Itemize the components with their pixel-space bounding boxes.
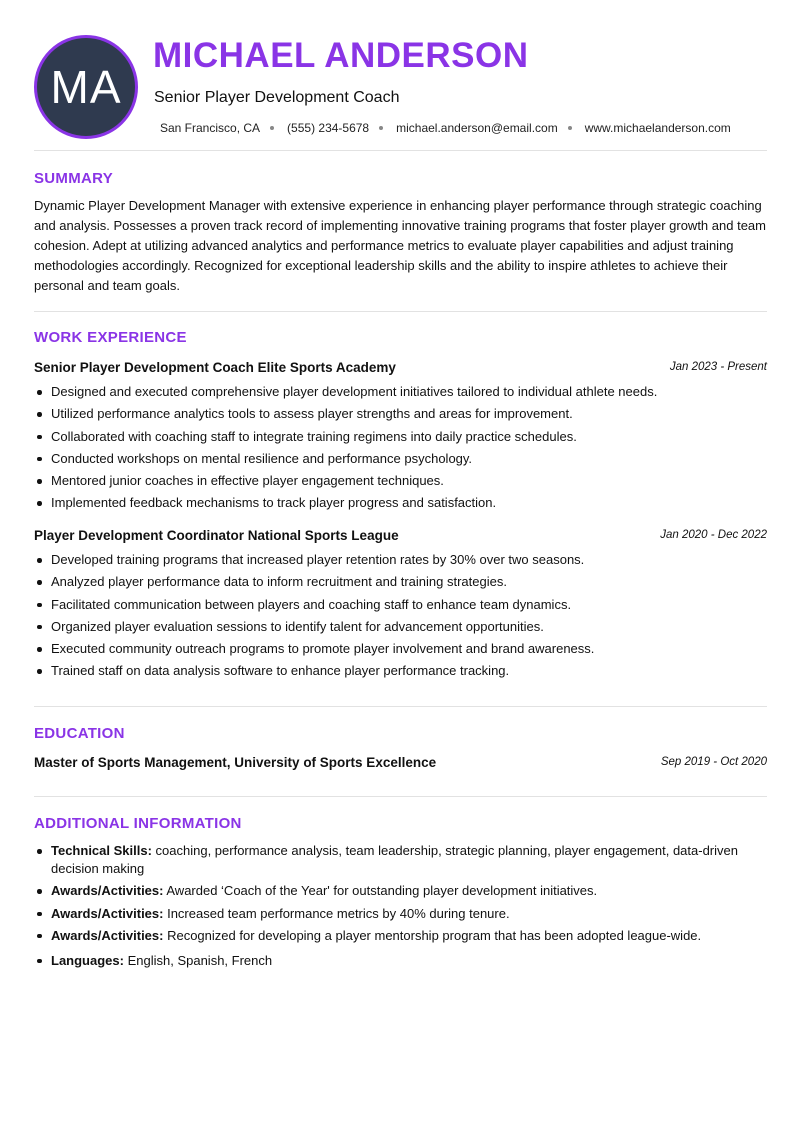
list-item: Conducted workshops on mental resilience and performance psychology.	[34, 450, 767, 468]
item-text: Awarded ‘Coach of the Year' for outstanding player development initiatives.	[163, 883, 598, 899]
contact-location: San Francisco, CA	[160, 121, 261, 135]
contact-phone: (555) 234-5678	[287, 121, 370, 135]
list-item: Organized player evaluation sessions to identify talent for advancement opportunities.	[34, 618, 767, 636]
list-item	[34, 842, 767, 878]
education-entry	[34, 753, 767, 771]
list-item: Executed community outreach programs to promote player involvement and brand awareness.	[34, 640, 767, 658]
work-experience-heading: WORK EXPERIENCE	[34, 329, 187, 346]
education-date: Sep 2019 - Oct 2020	[660, 756, 767, 768]
list-item: Analyzed player performance data to inform recruitment and training strategies.	[34, 573, 767, 591]
list-item: Trained staff on data analysis software to enhance player performance tracking.	[34, 662, 767, 680]
divider	[34, 150, 767, 151]
item-text: coaching, performance analysis, team leadership, strategic planning, player engagement, data-driven decision making	[51, 843, 738, 876]
list-item	[34, 927, 767, 945]
candidate-name: MICHAEL ANDERSON	[153, 36, 529, 75]
additional-info-list	[34, 842, 767, 974]
item-label: Technical Skills:	[51, 843, 152, 858]
divider	[34, 706, 767, 707]
item-text: Recognized for developing a player mentorship program that has been adopted league-wide.	[163, 927, 702, 943]
item-label: Awards/Activities:	[51, 883, 164, 899]
separator-dot	[568, 126, 572, 130]
item-label: Awards/Activities:	[51, 905, 164, 921]
summary-text: Dynamic Player Development Manager with extensive experience in enhancing player performance through strategic coaching and analysis. Possesses a proven track record of implementing innovative training programs that foster player growth and team cohesion. Adept at utilizing advanced analytics and performance metrics to evaluate player capabilities and adjust training methodologies accordingly. Recognized for exceptional leadership skills and the ability to inspire athletes to achieve their personal and team goals.	[34, 198, 766, 293]
contact-website[interactable]: www.michaelanderson.com	[584, 121, 731, 135]
job-date: Jan 2020 - Dec 2022	[660, 529, 767, 541]
contact-email[interactable]: michael.anderson@email.com	[396, 121, 558, 135]
list-item: Collaborated with coaching staff to integrate training regimens into daily practice schedules.	[34, 428, 767, 446]
degree: Master of Sports Management, University of Sports Excellence	[34, 754, 437, 770]
separator-dot	[379, 126, 383, 130]
job-bullets	[34, 383, 767, 517]
summary-heading: SUMMARY	[34, 170, 114, 187]
list-item: Utilized performance analytics tools to assess player strengths and areas for improvement.	[34, 405, 767, 423]
education-heading: EDUCATION	[34, 725, 125, 742]
additional-info-heading: ADDITIONAL INFORMATION	[34, 815, 242, 832]
job-title: Senior Player Development Coach	[154, 89, 400, 106]
job-date: Jan 2023 - Present	[669, 361, 767, 373]
item-label: Awards/Activities:	[51, 927, 164, 943]
list-item: Mentored junior coaches in effective player engagement techniques.	[34, 472, 767, 490]
list-item: Designed and executed comprehensive player development initiatives tailored to individual athlete needs.	[34, 383, 767, 401]
contact-bar	[160, 121, 731, 135]
item-text: English, Spanish, French	[123, 952, 273, 968]
job-bullets	[34, 551, 767, 685]
item-text: Increased team performance metrics by 40% during tenure.	[163, 905, 510, 921]
list-item: Implemented feedback mechanisms to track player progress and satisfaction.	[34, 494, 767, 512]
list-item: Developed training programs that increased player retention rates by 30% over two seasons.	[34, 551, 767, 569]
job-header	[34, 526, 767, 544]
divider	[34, 796, 767, 797]
list-item	[34, 952, 767, 970]
divider	[34, 311, 767, 312]
list-item: Facilitated communication between players and coaching staff to enhance team dynamics.	[34, 596, 767, 614]
job-header	[34, 358, 767, 376]
avatar-initials: MA	[50, 61, 122, 113]
job-role: Player Development Coordinator National Sports League	[34, 527, 399, 543]
job-role: Senior Player Development Coach Elite Sports Academy	[34, 359, 396, 375]
separator-dot	[270, 126, 274, 130]
avatar	[34, 35, 138, 139]
item-label: Languages:	[51, 952, 124, 968]
list-item	[34, 905, 767, 923]
list-item	[34, 882, 767, 900]
